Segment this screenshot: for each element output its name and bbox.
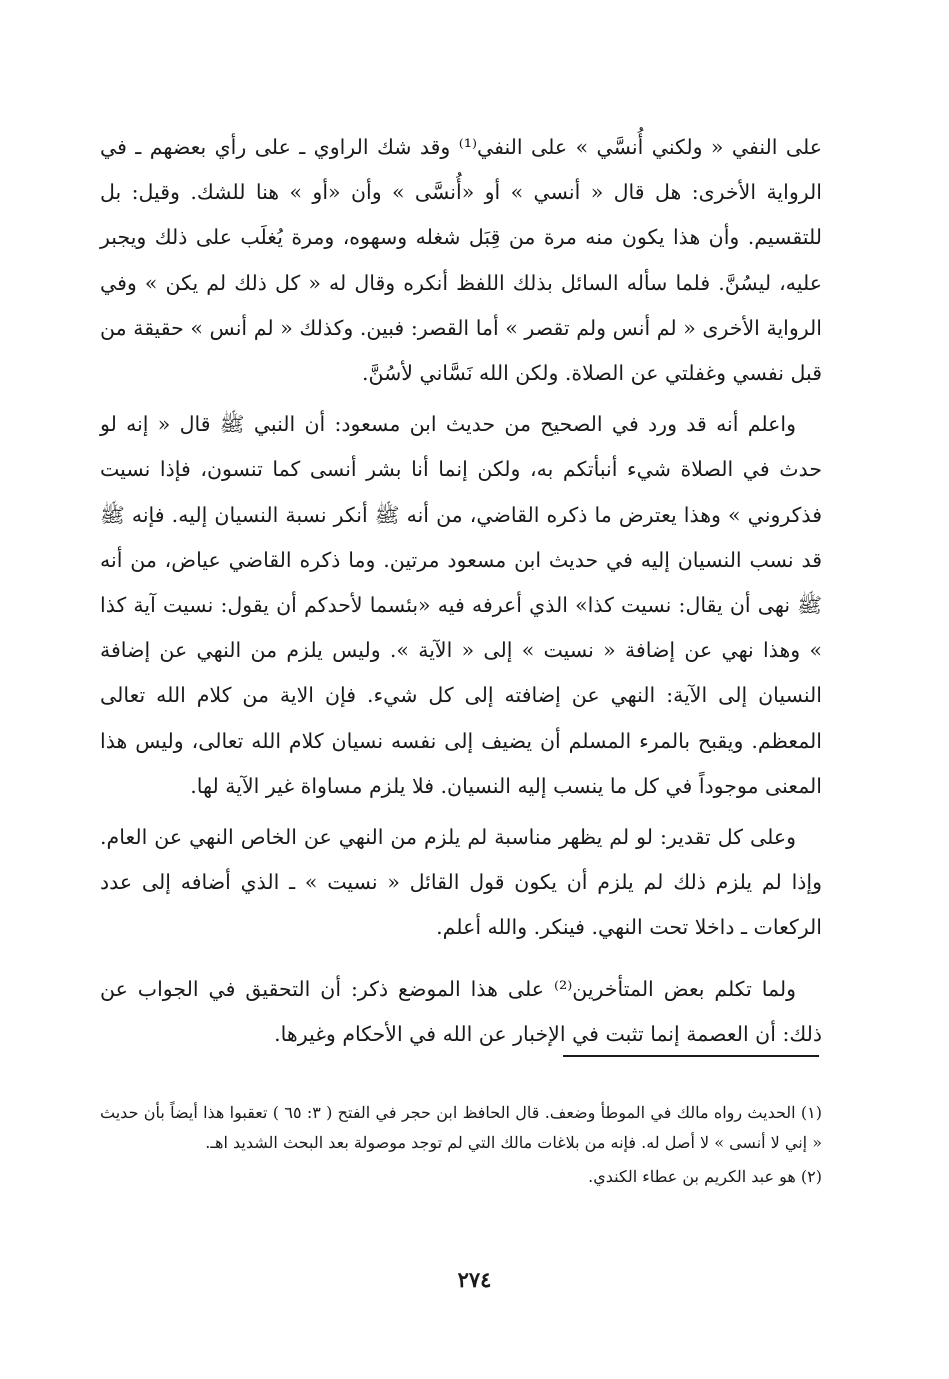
page-number: ٢٧٤ [457,1267,492,1292]
paragraph-2: واعلم أنه قد ورد في الصحيح من حديث ابن مسعود: أن النبي ﷺ قال « إنه لو حدث في الصلاة شيء أنبأتكم به، ولكن إنما أنا بشر أنسى كما تنسون، فإذا نسيت فذكروني » وهذا يعترض ما ذكره القاضي، من أنه ﷺ أنكر نسبة النسيان إليه. فإنه ﷺ قد نسب النسيان إليه في حديث ابن مسعود مرتين. وما ذكره القاضي عياض، من أنه ﷺ نهى أن يقال: نسيت كذا» الذي أعرفه فيه «بئسما لأحدكم أن يقول: نسيت آية كذا » وهذا نهي عن إضافة « نسيت » إلى « الآية ». وليس يلزم من النهي عن إضافة النسيان إلى الآية: النهي عن إضافته إلى كل شيء. فإن الاية من كلام الله تعالى المعظم. ويقبح بالمرء المسلم أن يضيف إلى نفسه نسيان كلام الله تعالى، وليس هذا المعنى موجوداً في كل ما ينسب إليه النسيان. فلا يلزم مساواة غير الآية لها. [100,412,822,798]
paragraph-1: على النفي « ولكني أُنسَّي » على النفي⁽¹⁾ وقد شك الراوي ـ على رأي بعضهم ـ في الرواية الأخرى: هل قال « أنسي » أو «أُنسَّى » وأن «أو » هنا للشك. وقيل: بل للتقسيم. وأن هذا يكون منه مرة من قِبَل شغله وسهوه، ومرة يُغلَب على ذلك ويجبر عليه، ليسُنَّ. فلما سأله السائل بذلك اللفظ أنكره وقال له « كل ذلك لم يكن » وفي الرواية الأخرى « لم أنس ولم تقصر » أما القصر: فبين. وكذلك « لم أنس » حقيقة من قبل نفسي وغفلتي عن الصلاة. ولكن الله نَسَّاني لأسُنَّ. [100,135,822,386]
footnote-2: (٢) هو عبد الكريم بن عطاء الكندي. [588,1167,822,1186]
footnote-divider [563,1055,819,1057]
footnotes [100,1098,822,1196]
paragraph-3: وعلى كل تقدير: لو لم يظهر مناسبة لم يلزم من النهي عن الخاص النهي عن العام. وإذا لم يلزم ذلك لم يلزم أن يكون قول القائل « نسيت » ـ الذي أضافه إلى عدد الركعات ـ داخلا تحت النهي. فينكر. والله أعلم. [100,825,822,940]
paragraph-4: ولما تكلم بعض المتأخرين⁽²⁾ على هذا الموضع ذكر: أن التحقيق في الجواب عن ذلك: أن العصمة إنما تثبت في الإخبار عن الله في الأحكام وغيرها. [100,976,822,1046]
main-text [100,125,822,1057]
footnote-1: (١) الحديث رواه مالك في الموطأ وضعف. قال الحافظ ابن حجر في الفتح ( ٣: ٦٥ ) تعقبوا هذا أيضاً بأن حديث « إني لا أنسى » لا أصل له. فإنه من بلاغات مالك التي لم توجد موصولة بعد البحث الشديد اهـ. [100,1103,823,1152]
